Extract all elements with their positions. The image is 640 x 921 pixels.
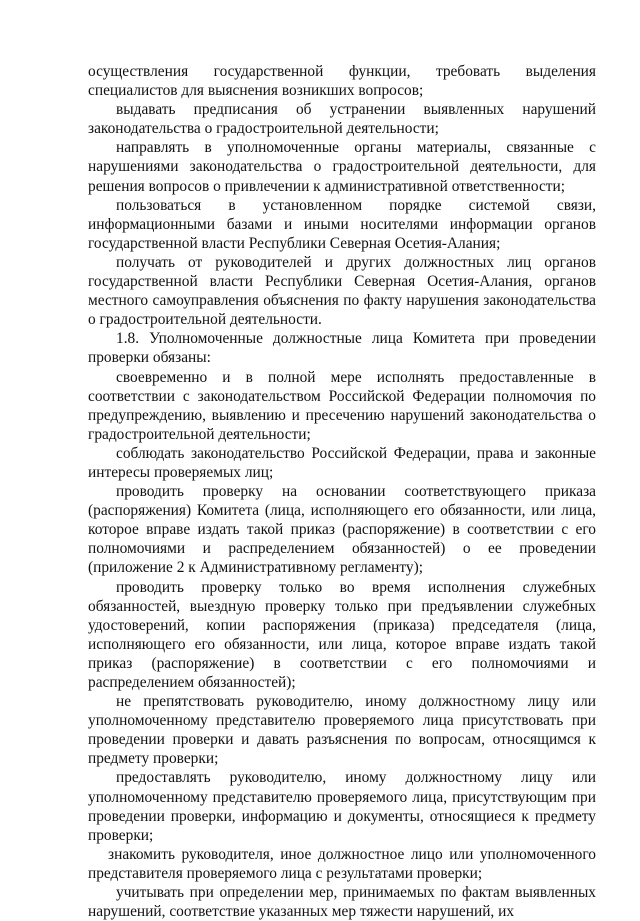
paragraph-issue-orders: выдавать предписания об устранении выявленных нарушений законодательства о градостроительной деятельности; <box>88 101 596 138</box>
paragraph-use-communications: пользоваться в установленном порядке системой связи, информационными базами и иными носителями информации органов государственной власти Республики Северная Осетия-Алания; <box>88 196 596 252</box>
document-page <box>88 62 596 921</box>
paragraph-continuation: осуществления государственной функции, требовать выделения специалистов для выяснения возникших вопросов; <box>88 63 596 100</box>
paragraph-obtain-explanations: получать от руководителей и других должностных лиц органов государственной власти Республики Северная Осетия-Алания, органов местного самоуправления объяснения по факту нарушения законодательства о градостроительной деятельности. <box>88 253 596 329</box>
paragraph-acquaint-results: знакомить руководителя, иное должностное лицо или уполномоченного представителя проверяемого лица с результатами проверки; <box>88 845 596 882</box>
paragraph-exercise-powers: своевременно и в полной мере исполнять предоставленные в соответствии с законодательством Российской Федерации полномочия по предупреждению, выявлению и пресечению нарушений законодательства о градостроительной деятельности; <box>88 368 596 443</box>
paragraph-inspection-basis: проводить проверку на основании соответствующего приказа (распоряжения) Комитета (лица, исполняющего его обязанности, или лица, которое вправе издать такой приказ (распоряжение) в соответствии с его полномочиями и распределением обязанностей) о ее проведении (приложение 2 к Административному регламенту); <box>88 483 596 577</box>
paragraph-provide-information: предоставлять руководителю, иному должностному лицу или уполномоченному представителю проверяемого лица, присутствующим при проведении проверки, информацию и документы, относящиеся к предмету проверки; <box>88 769 596 844</box>
paragraph-observe-legislation: соблюдать законодательство Российской Федерации, права и законные интересы проверяемых лиц; <box>88 444 596 481</box>
paragraph-not-obstruct: не препятствовать руководителю, иному должностному лицу или уполномоченному представителю проверяемого лица присутствовать при проведении проверки и давать разъяснения по вопросам, относящимся к предмету проверки; <box>88 693 596 768</box>
paragraph-consider-measures: учитывать при определении мер, принимаемых по фактам выявленных нарушений, соответствие указанных мер тяжести нарушений, их <box>88 884 596 921</box>
paragraph-inspection-time: проводить проверку только во время исполнения служебных обязанностей, выездную проверку только при предъявлении служебных удостоверений, копии распоряжения (приказа) председателя (лица, исполняющего его обязанности, или лица, которое вправе издать такой приказ (распоряжение) в соответствии с его полномочиями и распределением обязанностей); <box>88 578 596 691</box>
paragraph-send-materials: направлять в уполномоченные органы материалы, связанные с нарушениями законодательства о градостроительной деятельности, для решения вопросов о привлечении к административной ответственности; <box>88 139 596 195</box>
paragraph-section-1-8: 1.8. Уполномоченные должностные лица Комитета при проведении проверки обязаны: <box>88 330 596 367</box>
